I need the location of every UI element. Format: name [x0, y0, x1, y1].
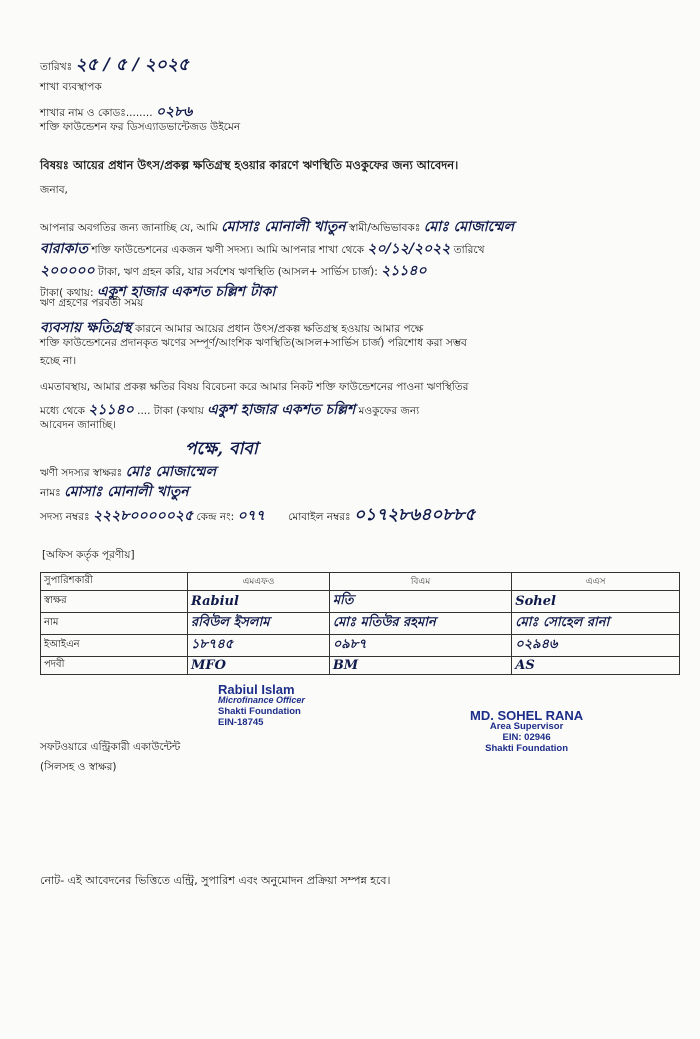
- table-row: [41, 657, 680, 675]
- member-name-line: [40, 480, 189, 504]
- member-number-line: [40, 502, 475, 530]
- mfo-signature: Rabiul: [188, 591, 330, 613]
- para2-text2: মধ্যে থেকে: [40, 405, 85, 417]
- as-stamp-ein: EIN: 02946: [502, 732, 551, 743]
- col-header-mfo: এমএফও: [188, 573, 330, 591]
- bm-signature: মতি: [329, 591, 511, 613]
- row-label-name: নাম: [41, 613, 188, 635]
- para1-text8: কারনে আমার আয়ের প্রধান উৎস/প্রকল্প ক্ষতিগ্রস্থ হওয়ায় আমার পক্ষে: [135, 323, 424, 335]
- as-name: মোঃ সোহেল রানা: [512, 613, 680, 635]
- member-sig-label: ঋণী সদস্যর স্বাক্ষরঃ: [40, 467, 123, 479]
- center-value: ০৭৭: [237, 508, 265, 524]
- as-designation: AS: [512, 657, 680, 675]
- waiver-words-hw: একুশ হাজার একশত চল্লিশ: [207, 402, 356, 418]
- member-number-label: সদস্য নম্বরঃ: [40, 511, 90, 523]
- table-row: [41, 613, 680, 635]
- center-label: কেন্দ্র নং:: [196, 511, 235, 523]
- mfo-stamp-name: Rabiul Islam: [218, 682, 295, 697]
- software-entry-line1: সফটওয়ারে এন্ট্রিকারী একাউন্টেন্ট: [40, 741, 181, 753]
- date-line: [40, 52, 189, 80]
- mfo-ein: ১৮৭৪৫: [188, 635, 330, 657]
- member-number-value: ২২২৮০০০০০২৫: [92, 508, 194, 524]
- para1-text4: তারিখে: [453, 244, 485, 256]
- office-section-title: [অফিস কর্তৃক পূরণীয়]: [42, 549, 135, 561]
- table-row: [41, 635, 680, 657]
- as-signature: Sohel: [512, 591, 680, 613]
- para1-line7: শক্তি ফাউন্ডেশনের প্রদানকৃত ঋণের সম্পূর্ণ/আংশিক ঋণস্থিতি(আসল+সার্ভিস চার্জ) পরিশোধ করা সম্ভব: [40, 337, 467, 349]
- guardian-hw: মোঃ মোজাম্মেল: [423, 219, 515, 235]
- waiver-amount-hw: ২১১৪০: [88, 402, 134, 418]
- row-label-designation: পদবী: [41, 657, 188, 675]
- on-behalf-note: পক্ষে, বাবা: [185, 439, 258, 459]
- bm-designation: BM: [329, 657, 511, 675]
- as-stamp-title: Area Supervisor: [489, 721, 564, 732]
- row-label-recommender: সুপারিশকারী: [41, 573, 188, 591]
- bm-name: মোঃ মতিউর রহমান: [329, 613, 511, 635]
- para1-line8: হচ্ছে না।: [40, 355, 77, 367]
- as-stamp-name: MD. SOHEL RANA: [470, 708, 584, 723]
- para1-text6: টাকা( কথায়:: [40, 287, 94, 299]
- manager-line: শাখা ব্যবস্থাপক: [40, 81, 102, 93]
- branch-hw: বারাকাত: [40, 241, 88, 257]
- loan-date-hw: ২০/১২/২০২২: [367, 241, 451, 257]
- para1-line5: [40, 296, 143, 313]
- para1-line1: [40, 215, 514, 239]
- mobile-value: ০১৭২৮৬৪০৮৮৫: [353, 505, 476, 525]
- member-signature: মোঃ মোজাম্মেল: [125, 464, 216, 480]
- date-value: ২৫ / ৫ / ২০২৫: [75, 55, 189, 75]
- mfo-name: রবিউল ইসলাম: [188, 613, 330, 635]
- reason-hw: ব্যবসায় ক্ষতিগ্রস্থ: [40, 320, 132, 336]
- mfo-stamp: [218, 684, 305, 728]
- branch-label: শাখার নাম ও কোডঃ........: [40, 107, 153, 119]
- col-header-bm: বিএম: [329, 573, 511, 591]
- row-label-ein: ইআইএন: [41, 635, 188, 657]
- para1-text5: টাকা, ঋণ গ্রহন করি, যার সর্বশেষ ঋণস্থিতি (আসল+ সার্ভিস চার্জ):: [97, 266, 378, 278]
- mfo-stamp-title: Microfinance Officer: [218, 695, 305, 705]
- balance-words-hw: একুশ হাজার একশত চল্লিশ টাকা: [96, 284, 276, 300]
- loan-amount-hw: ২০০০০০: [40, 263, 95, 279]
- member-name-label: নামঃ: [40, 487, 61, 499]
- recommendation-table: [40, 572, 680, 675]
- footer-note: নোট- এই আবেদনের ভিত্তিতে এন্ট্রি, সুপারিশ এবং অনুমোদন প্রক্রিয়া সম্পন্ন হবে।: [40, 874, 391, 887]
- mfo-stamp-org: Shakti Foundation: [218, 706, 301, 717]
- as-ein: ০২৯৪৬: [512, 635, 680, 657]
- branch-code: ০২৮৬: [155, 104, 193, 120]
- org-line: শক্তি ফাউন্ডেশন ফর ডিসএ্যাডভান্টেজড উইমেন: [40, 121, 241, 133]
- row-label-signature: স্বাক্ষর: [41, 591, 188, 613]
- member-name-value: মোসাঃ মোনালী খাতুন: [64, 484, 189, 500]
- table-row: [41, 573, 680, 591]
- para1-text1: আপনার অবগতির জন্য জানাচ্ছি যে, আমি: [40, 222, 218, 234]
- as-stamp-org: Shakti Foundation: [485, 743, 568, 754]
- para2-line3: আবেদন জানাচ্ছি।: [40, 419, 116, 431]
- balance-hw: ২১১৪০: [381, 263, 427, 279]
- member-name-hw: মোসাঃ মোনালী খাতুন: [221, 219, 346, 235]
- para1-text7: ঋণ গ্রহণের পরবর্তী সময়: [40, 297, 144, 309]
- date-label: তারিখঃ: [40, 61, 73, 73]
- mfo-designation: MFO: [188, 657, 330, 675]
- software-entry-line2: (সিলসহ ও স্বাক্ষর): [40, 761, 117, 773]
- subject-line: বিষয়ঃ আয়ের প্রধান উৎস/প্রকল্প ক্ষতিগ্রস্থ হওয়ার কারণে ঋণস্থিতি মওকুফের জন্য আবেদন।: [40, 158, 459, 172]
- col-header-as: এএস: [512, 573, 680, 591]
- para1-text2: স্বামী/অভিভাবকঃ: [348, 222, 421, 234]
- bm-ein: ০৯৮৭: [329, 635, 511, 657]
- para1-text3: শক্তি ফাউন্ডেশনের একজন ঋণী সদস্য। আমি আপনার শাখা থেকে: [91, 244, 365, 256]
- para2-text3: .... টাকা (কথায়: [137, 405, 204, 417]
- para2-text4: মওকুফের জন্য: [358, 405, 420, 417]
- mobile-label: মোবাইল নম্বরঃ: [288, 511, 351, 523]
- salutation: জনাব,: [40, 184, 68, 196]
- table-row: [41, 591, 680, 613]
- mfo-stamp-ein: EIN-18745: [218, 717, 264, 728]
- para2-line1: এমতাবস্থায়, আমার প্রকল্প ক্ষতির বিষয় বিবেচনা করে আমার নিকট শক্তি ফাউন্ডেশনের পাওনা ঋণস্থিতির: [40, 381, 469, 393]
- para1-line2: [40, 237, 485, 261]
- as-stamp: [470, 710, 583, 754]
